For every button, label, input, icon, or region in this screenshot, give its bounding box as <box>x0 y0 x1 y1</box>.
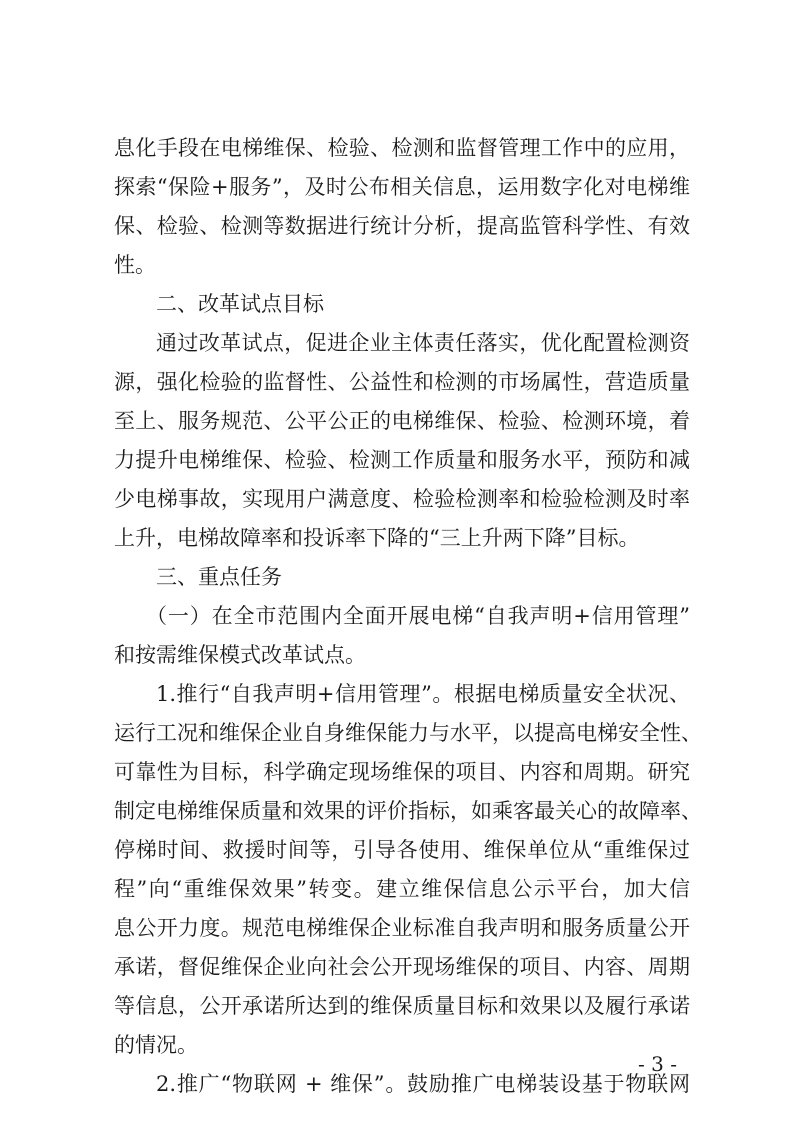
paragraph-line: 保、检验、检测等数据进行统计分析，提高监管科学性、有效 <box>114 214 690 238</box>
subsection-heading-line: （一）在全市范围内全面开展电梯“自我声明+信用管理” <box>146 604 690 628</box>
paragraph-line: 少电梯事故，实现用户满意度、检验检测率和检验检测及时率 <box>114 487 690 511</box>
paragraph-line: 制定电梯维保质量和效果的评价指标，如乘客最关心的故障率、 <box>114 799 702 823</box>
paragraph-line: 上升，电梯故障率和投诉率下降的“三上升两下降”目标。 <box>114 526 640 550</box>
paragraph-line: 2.推广“物联网 + 维保”。鼓励推广电梯装设基于物联网 <box>156 1072 690 1096</box>
paragraph-line: 通过改革试点，促进企业主体责任落实，优化配置检测资 <box>156 331 690 355</box>
paragraph-line: 可靠性为目标，科学确定现场维保的项目、内容和周期。研究 <box>114 760 690 784</box>
page-number: - 3 - <box>638 1052 677 1076</box>
paragraph-line: 源，强化检验的监督性、公益性和检测的市场属性，营造质量 <box>114 370 690 394</box>
paragraph-line: 的情况。 <box>114 1033 198 1057</box>
subsection-heading-line: 和按需维保模式改革试点。 <box>114 643 366 667</box>
paragraph-line: 停梯时间、救援时间等，引导各使用、维保单位从“重维保过 <box>114 838 690 862</box>
paragraph-line: 至上、服务规范、公平公正的电梯维保、检验、检测环境，着 <box>114 409 690 433</box>
paragraph-line: 力提升电梯维保、检验、检测工作质量和服务水平，预防和减 <box>114 448 690 472</box>
paragraph-line: 承诺，督促维保企业向社会公开现场维保的项目、内容、周期 <box>114 955 690 979</box>
section-heading: 三、重点任务 <box>156 565 282 589</box>
paragraph-line: 息化手段在电梯维保、检验、检测和监督管理工作中的应用， <box>114 136 690 160</box>
paragraph-line: 等信息，公开承诺所达到的维保质量目标和效果以及履行承诺 <box>114 994 690 1018</box>
paragraph-line: 程”向“重维保效果”转变。建立维保信息公示平台，加大信 <box>114 877 690 901</box>
paragraph-line: 1.推行“自我声明+信用管理”。根据电梯质量安全状况、 <box>156 682 690 706</box>
paragraph-line: 息公开力度。规范电梯维保企业标准自我声明和服务质量公开 <box>114 916 690 940</box>
paragraph-line: 探索“保险+服务”，及时公布相关信息，运用数字化对电梯维 <box>114 175 690 199</box>
paragraph-line: 运行工况和维保企业自身维保能力与水平，以提高电梯安全性、 <box>114 721 702 745</box>
section-heading: 二、改革试点目标 <box>156 292 324 316</box>
paragraph-line: 性。 <box>114 253 156 277</box>
